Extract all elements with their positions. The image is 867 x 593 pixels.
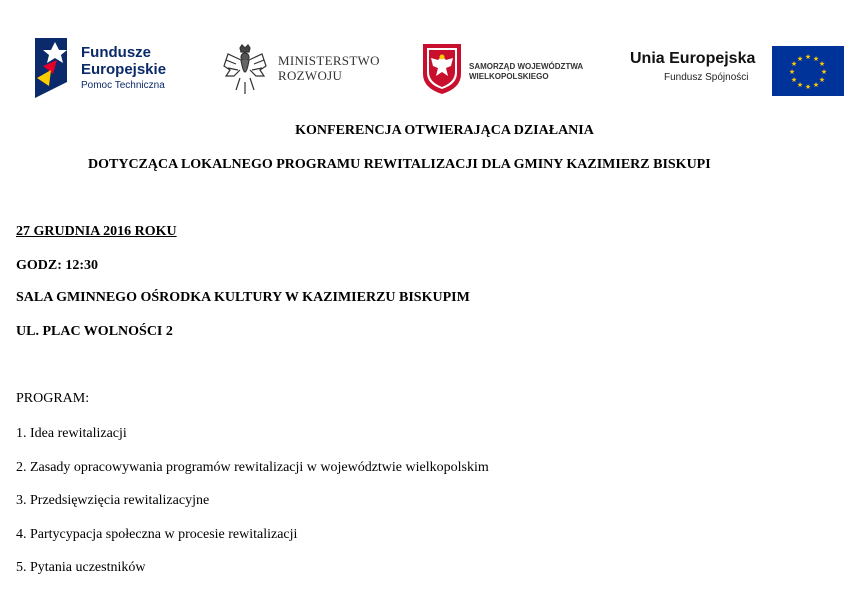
- event-place: SALA GMINNEGO OŚRODKA KULTURY W KAZIMIERZU BISKUPIM: [16, 290, 470, 305]
- svg-text:★: ★: [790, 76, 798, 84]
- unia-europejska-logo: [630, 46, 850, 96]
- event-time: GODZ: 12:30: [16, 258, 99, 273]
- fundusze-europejskie-logo: [33, 36, 183, 100]
- svg-text:★: ★: [812, 55, 820, 63]
- program-item: 5. Pytania uczestników: [16, 560, 146, 575]
- samorzad-wojewodztwa-logo: [421, 42, 591, 98]
- program-item: 3. Przedsięwzięcia rewitalizacyjne: [16, 493, 210, 508]
- fundusze-line1: Fundusze: [81, 44, 151, 61]
- program-item: 1. Idea rewitalizacji: [16, 426, 127, 441]
- conference-title-line1: KONFERENCJA OTWIERAJĄCA DZIAŁANIA: [295, 123, 594, 138]
- program-list: [16, 425, 489, 593]
- fundusze-line2: Europejskie: [81, 61, 167, 78]
- svg-text:★: ★: [818, 76, 826, 84]
- svg-text:★: ★: [812, 81, 820, 89]
- svg-text:★: ★: [804, 53, 812, 61]
- fundusze-europejskie-emblem-icon: [33, 36, 73, 100]
- program-item: 2. Zasady opracowywania programów rewitalizacji w województwie wielkopolskim: [16, 459, 489, 475]
- event-address: UL. PLAC WOLNOŚCI 2: [16, 324, 173, 339]
- svg-text:★: ★: [788, 68, 796, 76]
- conference-title-line2: DOTYCZĄCA LOKALNEGO PROGRAMU REWITALIZACJI DLA GMINY KAZIMIERZ BISKUPI: [88, 157, 711, 172]
- fundusze-line3: Pomoc Techniczna: [81, 80, 165, 91]
- polish-eagle-icon: [222, 44, 268, 96]
- svg-text:★: ★: [820, 68, 828, 76]
- svg-text:★: ★: [796, 55, 804, 63]
- svg-text:★: ★: [790, 60, 798, 68]
- svg-text:★: ★: [804, 83, 812, 91]
- svg-text:★: ★: [796, 81, 804, 89]
- unia-line1: Unia Europejska: [630, 50, 756, 67]
- unia-line2: Fundusz Spójności: [664, 72, 749, 83]
- ministerstwo-line1: MINISTERSTWO: [278, 53, 380, 68]
- samorzad-line1: SAMORZĄD WOJEWÓDZTWA: [469, 62, 584, 71]
- wielkopolska-coat-of-arms-icon: [421, 42, 463, 96]
- ministerstwo-line2: ROZWOJU: [278, 68, 343, 83]
- event-date: 27 GRUDNIA 2016 ROKU: [16, 224, 177, 239]
- ministerstwo-rozwoju-logo: [222, 44, 382, 96]
- eu-flag-icon: [772, 46, 844, 96]
- svg-text:★: ★: [818, 60, 826, 68]
- samorzad-line2: WIELKOPOLSKIEGO: [469, 72, 549, 81]
- program-label: PROGRAM:: [16, 391, 90, 406]
- program-item: 4. Partycypacja społeczna w procesie rewitalizacji: [16, 526, 298, 542]
- logo-bar: [0, 0, 867, 110]
